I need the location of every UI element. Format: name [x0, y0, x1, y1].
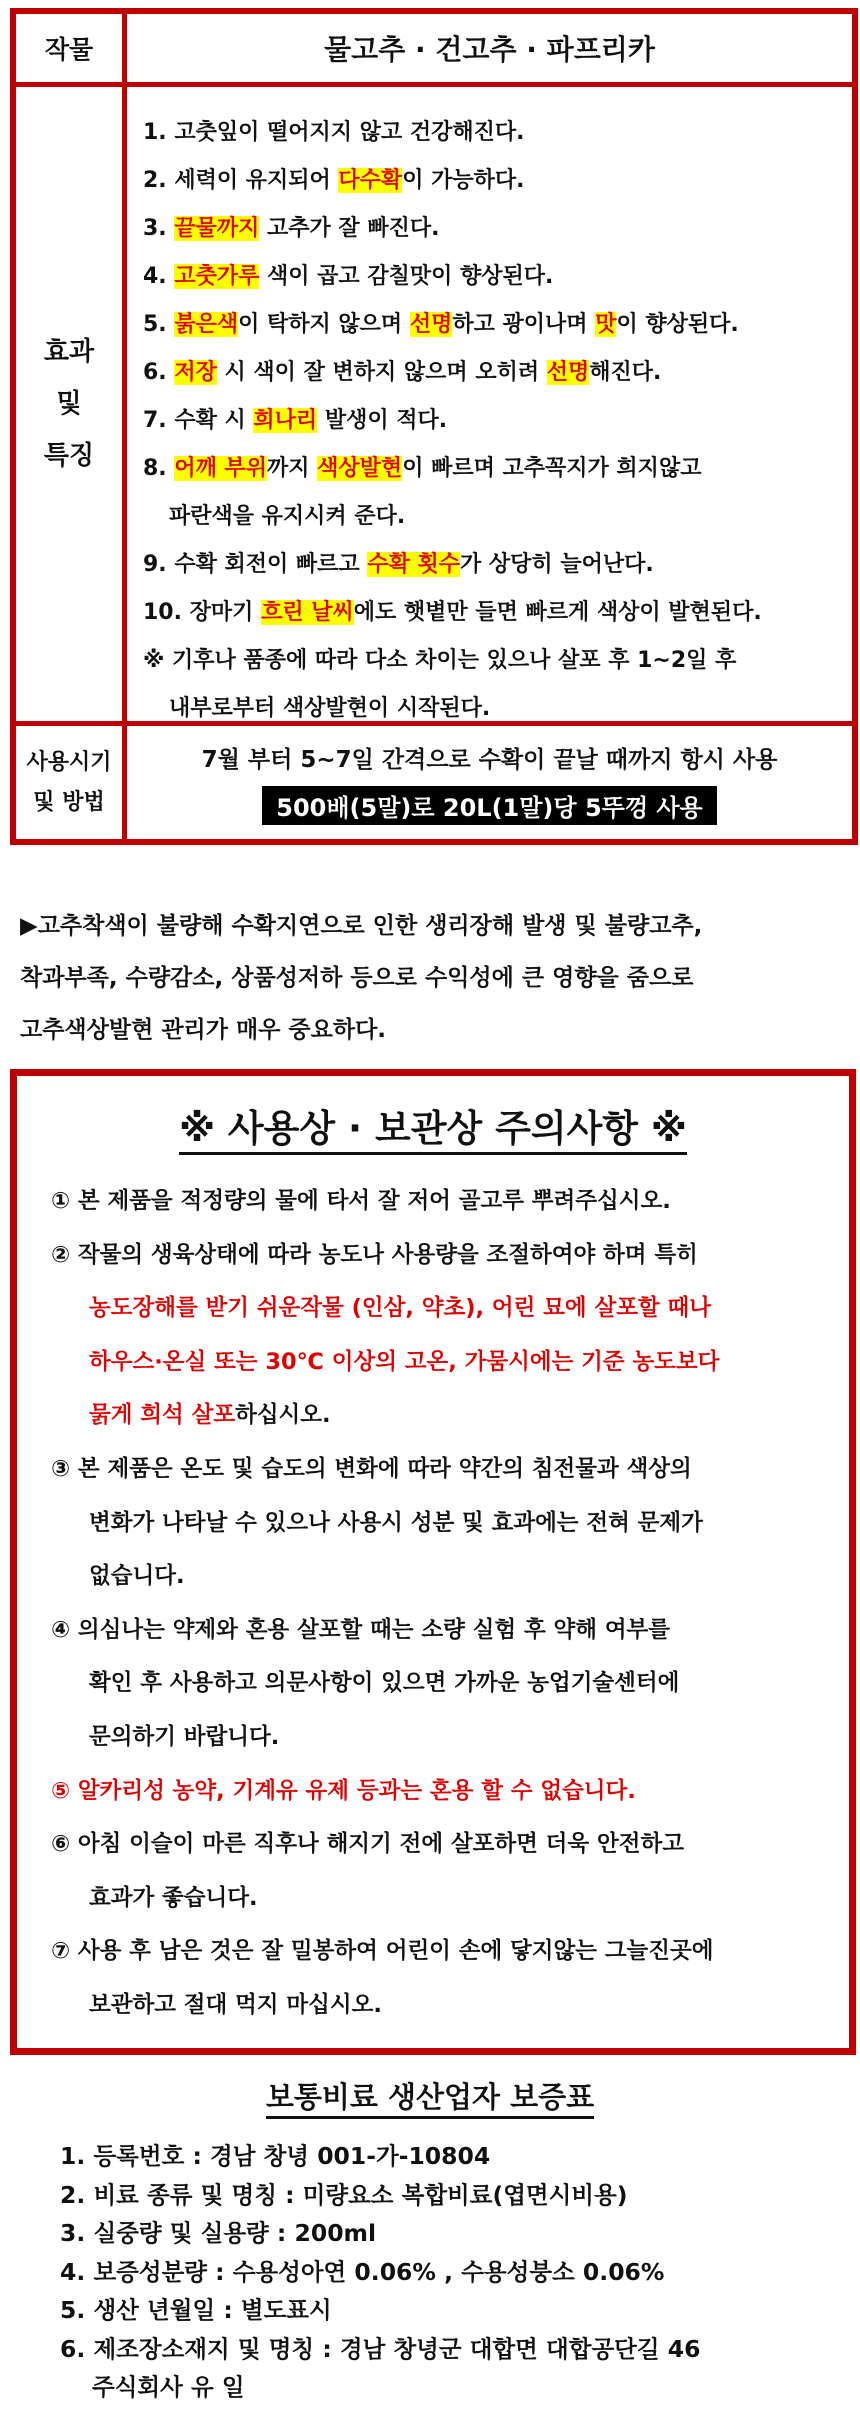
effects-list: [127, 87, 852, 721]
warranty-line: 5. 생산 년월일 : 별도표시: [60, 2296, 332, 2324]
text-segment: 까지: [267, 456, 318, 481]
highlighted-keyword: 선명: [409, 312, 453, 337]
caution-line: [51, 1818, 719, 1872]
usage-dose-badge: 500배(5말)로 20L(1말)당 5뚜껑 사용: [262, 786, 716, 825]
warranty-line: 2. 비료 종류 및 명칭 : 미량요소 복합비료(엽면시비용): [60, 2180, 628, 2209]
effect-item: [143, 589, 852, 637]
text-segment: 9. 수확 회전이 빠르고: [143, 552, 368, 577]
red-warning-text: ⑤ 알카리성 농약, 기계유 유제 등과는 혼용 할 수 없습니다.: [51, 1777, 636, 1804]
warranty-line: 4. 보증성분량 : 수용성아연 0.06% , 수용성붕소 0.06%: [60, 2257, 665, 2286]
text-segment: ④ 의심나는 약제와 혼용 살포할 때는 소량 실험 후 약해 여부를: [51, 1616, 671, 1643]
text-segment: 3.: [143, 216, 175, 241]
red-warning-text: 농도장해를 받기 쉬운작물 (인삼, 약초), 어린 묘에 살포할 때나: [89, 1295, 711, 1322]
effect-item: [143, 445, 852, 493]
text-segment: 4.: [143, 264, 175, 289]
highlighted-keyword: 어깨 부위: [174, 456, 267, 481]
warranty-list: [60, 2137, 700, 2407]
caution-line: [51, 1604, 719, 1658]
crop-value: 물고추 · 건고추 · 파프리카: [324, 33, 655, 66]
text-segment: 가 상당히 늘어난다.: [460, 552, 654, 577]
text-segment: 문의하기 바랍니다.: [89, 1723, 280, 1750]
highlighted-keyword: 고춧가루: [174, 264, 260, 289]
highlighted-keyword: 희나리: [253, 408, 318, 433]
description-paragraph: ▶고추착색이 불량해 수확지연으로 인한 생리장해 발생 및 불량고추, 착과부족, 수량감소, 상품성저하 등으로 수익성에 큰 영향을 줌으로 고추색상발현 관리가 매우 중요하다.: [20, 913, 703, 1043]
text-segment: 8.: [143, 456, 175, 481]
warranty-line: 3. 실중량 및 실용량 : 200ml: [60, 2219, 377, 2247]
caution-list: [51, 1175, 719, 2033]
crop-label: 작물: [16, 14, 127, 82]
text-segment: 에도 햇볕만 들면 빠르게 색상이 발현된다.: [353, 600, 762, 625]
effects-row: [16, 87, 852, 726]
effect-item: [143, 157, 852, 205]
crop-row: [16, 14, 852, 87]
text-segment: 5.: [143, 312, 175, 337]
red-warning-text: 하우스·온실 또는 30℃ 이상의 고온, 가뭄시에는 기준 농도보다: [89, 1348, 720, 1375]
caution-line: [51, 1497, 719, 1551]
text-segment: 해진다.: [589, 360, 662, 385]
warranty-title: 보통비료 생산업자 보증표: [0, 2075, 860, 2116]
text-segment: 고추가 잘 빠진다.: [259, 216, 440, 241]
company-name: 주식회사 유 일: [92, 2373, 245, 2401]
text-segment: 6.: [143, 360, 175, 385]
text-segment: 시 색이 잘 변하지 않으며 오히려: [216, 360, 547, 385]
text-segment: ① 본 제품을 적정량의 물에 타서 잘 저어 골고루 뿌려주십시오.: [51, 1188, 671, 1214]
text-segment: 2. 세력이 유지되어: [143, 168, 339, 193]
effect-item: [143, 301, 852, 349]
caution-line: [51, 1979, 719, 2033]
effects-label: 효과 및 특징: [16, 87, 127, 721]
effect-item: [143, 541, 852, 589]
text-segment: ② 작물의 생육상태에 따라 농도나 사용량을 조절하여야 하며 특히: [51, 1241, 698, 1268]
effect-item: [143, 637, 852, 685]
warranty-line: 1. 등록번호 : 경남 창녕 001-가-10804: [60, 2142, 491, 2170]
usage-label: 사용시기 및 방법: [16, 726, 127, 839]
highlighted-keyword: 선명: [546, 360, 590, 385]
effect-item: [143, 205, 852, 253]
highlighted-keyword: 끝물까지: [174, 216, 260, 241]
text-segment: ⑥ 아침 이슬이 마른 직후나 해지기 전에 살포하면 더욱 안전하고: [51, 1831, 684, 1858]
product-info-table: [10, 8, 858, 845]
highlighted-keyword: 다수확: [338, 168, 403, 193]
highlighted-keyword: 저장: [174, 360, 217, 385]
effect-item: [143, 109, 852, 157]
caution-line: [51, 1657, 719, 1711]
caution-box: [10, 1069, 856, 2055]
text-segment: 10. 장마기: [143, 600, 262, 625]
effect-item: [143, 397, 852, 445]
caution-line: [51, 1336, 719, 1390]
text-segment: 효과가 좋습니다.: [89, 1884, 258, 1911]
highlighted-keyword: 색상발현: [317, 456, 403, 481]
text-segment: 하십시오.: [235, 1402, 331, 1429]
text-segment: 없습니다.: [89, 1563, 185, 1590]
highlighted-keyword: 수확 횟수: [367, 552, 460, 577]
caution-line: [51, 1282, 719, 1336]
highlighted-keyword: 맛: [595, 312, 617, 337]
usage-line: 7월 부터 5~7일 간격으로 수확이 끝날 때까지 항시 사용: [201, 747, 778, 773]
highlighted-keyword: 붉은색: [174, 312, 239, 337]
warranty-line: 6. 제조장소재지 및 명칭 : 경남 창녕군 대합면 대합공단길 46: [60, 2334, 701, 2363]
effect-item: [143, 493, 852, 541]
text-segment: 7. 수확 시: [143, 408, 254, 433]
text-segment: 확인 후 사용하고 의문사항이 있으면 가까운 농업기술센터에: [89, 1670, 680, 1697]
text-segment: 발생이 적다.: [317, 408, 448, 433]
text-segment: ③ 본 제품은 온도 및 습도의 변화에 따라 약간의 침전물과 색상의: [51, 1455, 692, 1482]
usage-row: [16, 726, 852, 839]
caution-line: [51, 1711, 719, 1765]
text-segment: 이 탁하지 않으며: [238, 312, 410, 337]
usage-content: [127, 726, 852, 839]
caution-line: [51, 1443, 719, 1497]
text-segment: 하고 광이나며: [452, 312, 596, 337]
text-segment: ※ 기후나 품종에 따라 다소 차이는 있으나 살포 후 1~2일 후: [143, 648, 737, 673]
red-warning-text: 묽게 희석 살포: [89, 1402, 236, 1429]
caution-line: [51, 1765, 719, 1819]
effect-item: [143, 253, 852, 301]
caution-line: [51, 1389, 719, 1443]
text-segment: 파란색을 유지시켜 준다.: [169, 504, 406, 529]
effect-item: [143, 349, 852, 397]
text-segment: 이 빠르며 고추꼭지가 희지않고: [402, 456, 702, 481]
text-segment: 색이 곱고 감칠맛이 향상된다.: [259, 264, 554, 289]
text-segment: 이 가능하다.: [402, 168, 525, 193]
caution-line: [51, 1872, 719, 1926]
text-segment: 이 향상된다.: [616, 312, 739, 337]
highlighted-keyword: 흐린 날씨: [261, 600, 354, 625]
caution-line: [51, 1925, 719, 1979]
caution-line: [51, 1550, 719, 1604]
text-segment: 내부로부터 색상발현이 시작된다.: [169, 696, 491, 721]
text-segment: 1. 고춧잎이 떨어지지 않고 건강해진다.: [143, 120, 525, 145]
caution-line: [51, 1229, 719, 1283]
caution-line: [51, 1175, 719, 1229]
text-segment: 변화가 나타날 수 있으나 사용시 성분 및 효과에는 전혀 문제가: [89, 1509, 703, 1536]
text-segment: 보관하고 절대 먹지 마십시오.: [89, 1991, 382, 2018]
text-segment: ⑦ 사용 후 남은 것은 잘 밀봉하여 어린이 손에 닿지않는 그늘진곳에: [51, 1938, 714, 1965]
caution-title: ※ 사용상 · 보관상 주의사항 ※: [17, 1098, 849, 1152]
